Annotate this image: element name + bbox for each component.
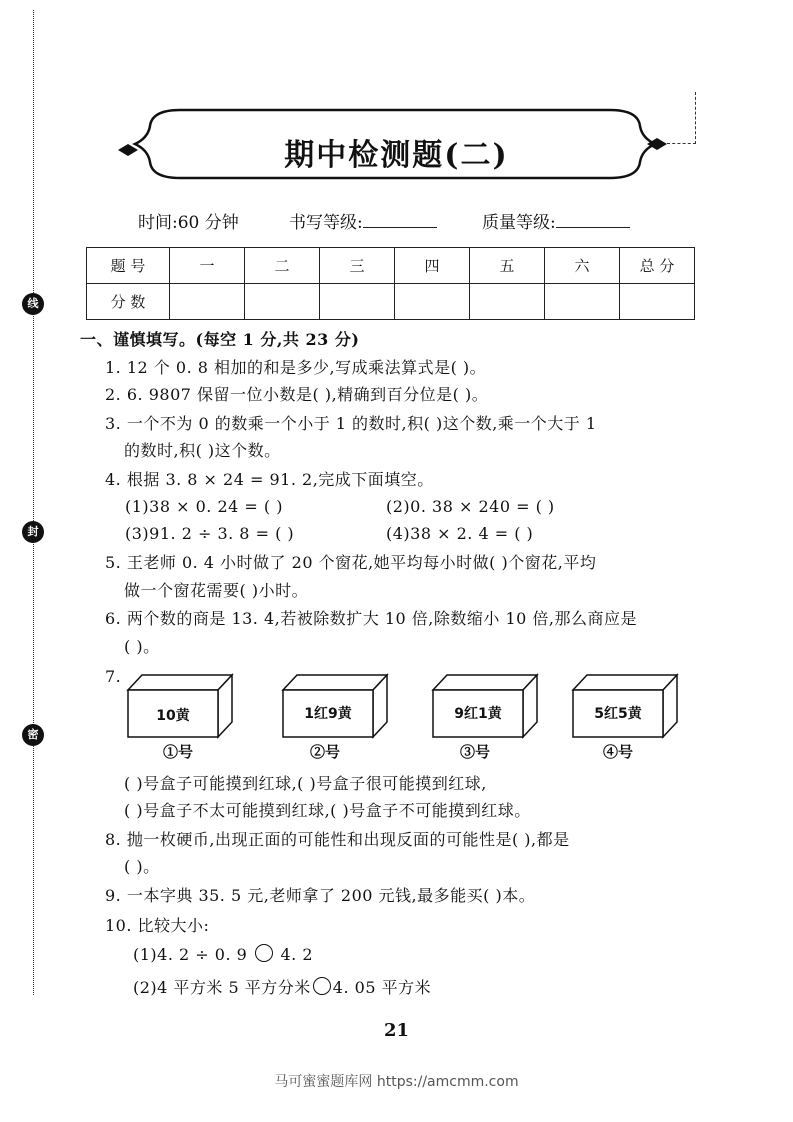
binding-mark-mi: 密 xyxy=(22,724,44,746)
question-5-line2: 做一个窗花需要( )小时。 xyxy=(124,581,309,600)
quality-grade-label: 质量等级: xyxy=(482,213,556,233)
box-1-number: ①号 xyxy=(163,743,194,761)
box-3-number: ③号 xyxy=(460,743,491,761)
question-7-line2: ( )号盒子不太可能摸到红球,( )号盒子不可能摸到红球。 xyxy=(124,801,531,820)
question-10-part1-right: 4. 2 xyxy=(280,945,314,964)
question-10: 10. 比较大小: xyxy=(105,916,210,935)
score-table-header: 四 xyxy=(395,248,470,284)
writing-grade xyxy=(289,208,437,233)
question-10-part2-right: 4. 05 平方米 xyxy=(332,978,432,997)
score-cell[interactable] xyxy=(470,284,545,320)
quality-grade-blank[interactable] xyxy=(556,211,630,228)
question-10-part1 xyxy=(133,944,313,966)
question-7-line1: ( )号盒子可能摸到红球,( )号盒子很可能摸到红球, xyxy=(124,774,487,793)
score-table-row2-label: 分 数 xyxy=(87,284,170,320)
question-4-part3: (3)91. 2 ÷ 3. 8 = ( ) xyxy=(125,524,295,543)
question-3-line2: 的数时,积( )这个数。 xyxy=(124,441,281,460)
score-cell[interactable] xyxy=(170,284,245,320)
compare-circle-1[interactable] xyxy=(255,944,273,962)
footer-watermark: 马可蜜蜜题库网 https://amcmm.com xyxy=(274,1074,519,1090)
question-10-part2-left: (2)4 平方米 5 平方分米 xyxy=(133,978,311,997)
question-4-part1: (1)38 × 0. 24 = ( ) xyxy=(125,497,283,516)
question-10-part1-left: (1)4. 2 ÷ 0. 9 xyxy=(133,945,248,964)
binding-mark-feng: 封 xyxy=(22,521,44,543)
question-1: 1. 12 个 0. 8 相加的和是多少,写成乘法算式是( )。 xyxy=(105,358,487,377)
page-number: 21 xyxy=(383,1020,410,1041)
binding-mark-xian: 线 xyxy=(22,293,44,315)
page-title: 期中检测题(二) xyxy=(284,138,509,173)
question-7-number: 7. xyxy=(105,667,122,686)
score-table-header: 三 xyxy=(320,248,395,284)
box-4-number: ④号 xyxy=(603,743,634,761)
score-table-header: 六 xyxy=(545,248,620,284)
box-1-label: 10黄 xyxy=(156,708,190,724)
score-table-header-row xyxy=(87,248,695,284)
question-3-line1: 3. 一个不为 0 的数乘一个小于 1 的数时,积( )这个数,乘一个大于 1 xyxy=(105,414,597,433)
score-table-score-row xyxy=(87,284,695,320)
question-6-line2: ( )。 xyxy=(124,637,160,656)
question-4-part2: (2)0. 38 × 240 = ( ) xyxy=(386,497,555,516)
question-10-part2 xyxy=(133,977,431,999)
question-5-line1: 5. 王老师 0. 4 小时做了 20 个窗花,她平均每小时做( )个窗花,平均 xyxy=(105,553,597,572)
score-table-row1-label: 题 号 xyxy=(87,248,170,284)
score-table-header: 总 分 xyxy=(620,248,695,284)
compare-circle-2[interactable] xyxy=(313,977,331,995)
score-table-header: 一 xyxy=(170,248,245,284)
score-cell[interactable] xyxy=(620,284,695,320)
question-2: 2. 6. 9807 保留一位小数是( ),精确到百分位是( )。 xyxy=(105,385,489,404)
score-cell[interactable] xyxy=(245,284,320,320)
quality-grade xyxy=(482,208,630,233)
question-9: 9. 一本字典 35. 5 元,老师拿了 200 元钱,最多能买( )本。 xyxy=(105,886,536,905)
question-8-line2: ( )。 xyxy=(124,857,160,876)
score-table-header: 二 xyxy=(245,248,320,284)
score-table xyxy=(86,247,695,320)
writing-grade-label: 书写等级: xyxy=(289,213,363,233)
score-cell[interactable] xyxy=(320,284,395,320)
question-4-part4: (4)38 × 2. 4 = ( ) xyxy=(386,524,534,543)
writing-grade-blank[interactable] xyxy=(363,211,437,228)
question-8-line1: 8. 抛一枚硬币,出现正面的可能性和出现反面的可能性是( ),都是 xyxy=(105,830,570,849)
score-cell[interactable] xyxy=(395,284,470,320)
score-table-header: 五 xyxy=(470,248,545,284)
box-4-label: 5红5黄 xyxy=(594,706,642,722)
question-4: 4. 根据 3. 8 × 24 = 91. 2,完成下面填空。 xyxy=(105,470,434,489)
box-3-label: 9红1黄 xyxy=(454,706,502,722)
question-6-line1: 6. 两个数的商是 13. 4,若被除数扩大 10 倍,除数缩小 10 倍,那么商应是 xyxy=(105,609,637,628)
score-cell[interactable] xyxy=(545,284,620,320)
box-2-label: 1红9黄 xyxy=(304,706,352,722)
section1-heading: 一、谨慎填写。(每空 1 分,共 23 分) xyxy=(80,330,360,349)
time-label: 时间:60 分钟 xyxy=(138,213,239,233)
box-2-number: ②号 xyxy=(310,743,341,761)
